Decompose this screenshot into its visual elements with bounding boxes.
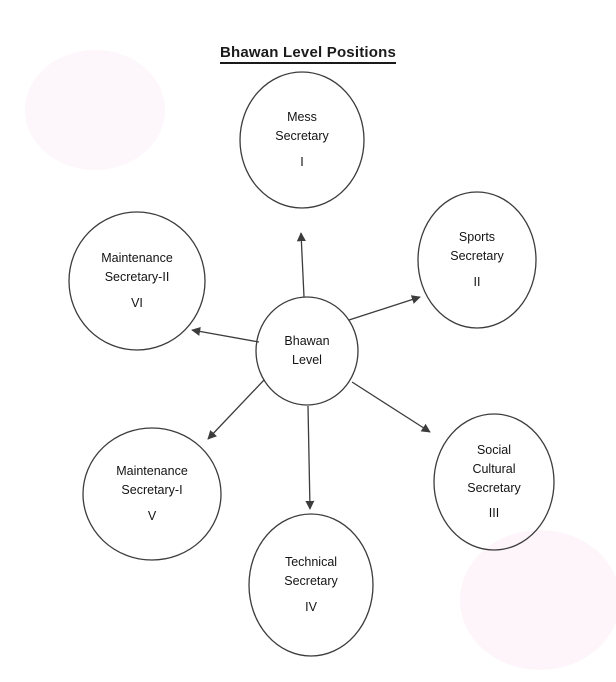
node-mess-secretary [240, 72, 364, 208]
node-maintenance-secretary-i-number: V [147, 508, 157, 523]
node-technical-secretary-number: IV [305, 599, 317, 614]
node-social-cultural-secretary-line-1: Cultural [472, 461, 516, 476]
node-maintenance-secretary-ii-line-0: Maintenance [101, 251, 173, 266]
node-maintenance-secretary-ii [69, 212, 205, 350]
node-social-cultural-secretary-line-2: Secretary [467, 480, 521, 495]
node-maintenance-secretary-i-line-0: Maintenance [116, 464, 188, 479]
node-mess-secretary-number: I [300, 154, 304, 169]
node-technical-secretary-line-0: Technical [284, 555, 338, 570]
connector-to-mess-secretary [301, 233, 304, 297]
connector-to-social-cultural-secretary [352, 382, 430, 432]
node-technical-secretary [249, 514, 373, 656]
node-center [256, 297, 358, 405]
node-sports-secretary-number: II [473, 274, 481, 289]
connector-to-technical-secretary [308, 406, 310, 509]
node-mess-secretary-line-0: Mess [287, 110, 317, 125]
page-title: Bhawan Level Positions [0, 44, 616, 61]
node-sports-secretary-line-0: Sports [458, 230, 496, 245]
node-maintenance-secretary-i [83, 428, 221, 560]
node-social-cultural-secretary-number: III [488, 506, 500, 521]
node-center-line-1: Level [292, 353, 322, 367]
paper-tint [25, 50, 165, 170]
paper-tint [460, 530, 616, 670]
node-mess-secretary-line-1: Secretary [275, 129, 329, 144]
node-social-cultural-secretary [434, 414, 554, 550]
node-maintenance-secretary-ii-number: VI [131, 295, 143, 310]
node-maintenance-secretary-i-line-1: Secretary-I [121, 483, 183, 498]
node-sports-secretary-line-1: Secretary [450, 249, 504, 264]
node-maintenance-secretary-ii-line-1: Secretary-II [104, 270, 170, 285]
node-technical-secretary-line-1: Secretary [284, 574, 338, 589]
node-social-cultural-secretary-line-0: Social [476, 443, 512, 457]
node-sports-secretary [418, 192, 536, 328]
connector-to-sports-secretary [349, 297, 420, 320]
node-center-line-0: Bhawan [284, 334, 330, 349]
